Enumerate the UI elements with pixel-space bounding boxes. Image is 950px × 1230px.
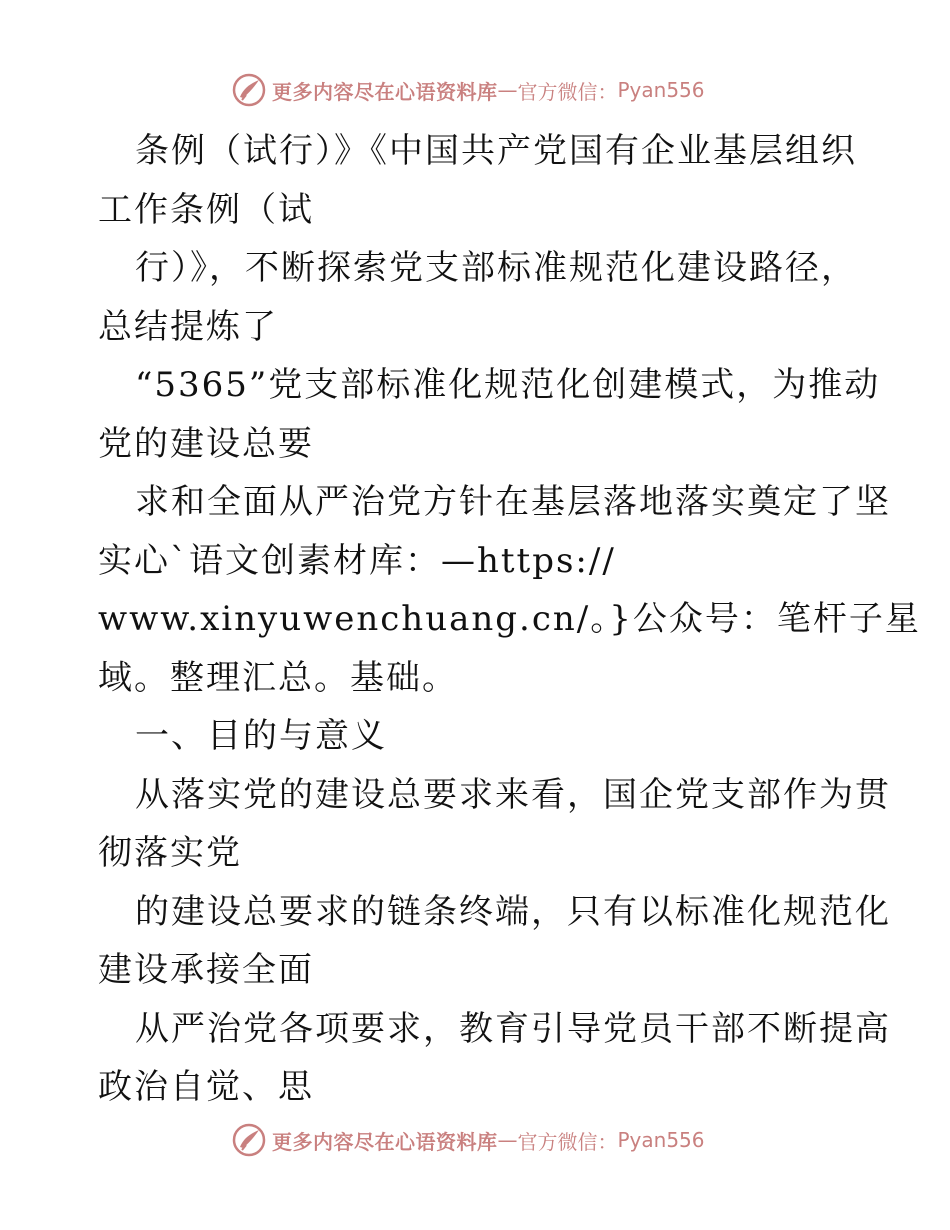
- body-line: 从落实党的建设总要求来看，国企党支部作为贯: [135, 774, 891, 815]
- watermark-contact-label: 官方微信：: [517, 1129, 618, 1154]
- body-line: 的建设总要求的链条终端，只有以标准化规范化: [135, 891, 891, 932]
- body-line: 从严治党各项要求，教育引导党员干部不断提高: [135, 1008, 891, 1049]
- body-line: 建设承接全面: [98, 950, 314, 990]
- watermark-contact-id: Pyan556: [617, 1128, 705, 1152]
- body-line: 总结提炼了: [98, 306, 278, 347]
- watermark-contact-id: Pyan556: [617, 78, 705, 102]
- body-line: 工作条例（试: [98, 189, 314, 230]
- body-line: 实心`语文创素材库：—https://: [98, 540, 616, 581]
- watermark-contact-label: 官方微信：: [517, 79, 618, 104]
- watermark-separator: —: [497, 78, 518, 102]
- body-line: 行）》，不断探索党支部标准规范化建设路径，: [135, 248, 857, 288]
- writing-brush-logo-icon: [232, 73, 266, 107]
- body-line: 党的建设总要: [98, 423, 314, 464]
- section-heading: 一、目的与意义: [135, 716, 387, 756]
- watermark-separator: —: [497, 1128, 518, 1152]
- body-line: www.xinyuwenchuang.cn/。}公众号：笔杆子星: [98, 599, 921, 639]
- body-line: 条例（试行）》《中国共产党国有企业基层组织: [135, 131, 857, 171]
- writing-brush-logo-icon: [232, 1123, 266, 1157]
- body-line: 政治自觉、思: [98, 1067, 314, 1107]
- body-line: “5365”党支部标准化规范化创建模式，为推动: [135, 365, 881, 405]
- footer-watermark: [232, 1120, 705, 1160]
- watermark-brand: 更多内容尽在心语资料库: [272, 79, 498, 104]
- body-line: 彻落实党: [98, 833, 242, 873]
- body-line: 域。整理汇总。基础。: [98, 657, 458, 698]
- body-line: 求和全面从严治党方针在基层落地落实奠定了坚: [135, 482, 891, 522]
- header-watermark: [232, 70, 705, 110]
- watermark-brand: 更多内容尽在心语资料库: [272, 1129, 498, 1154]
- document-body: [98, 122, 921, 1117]
